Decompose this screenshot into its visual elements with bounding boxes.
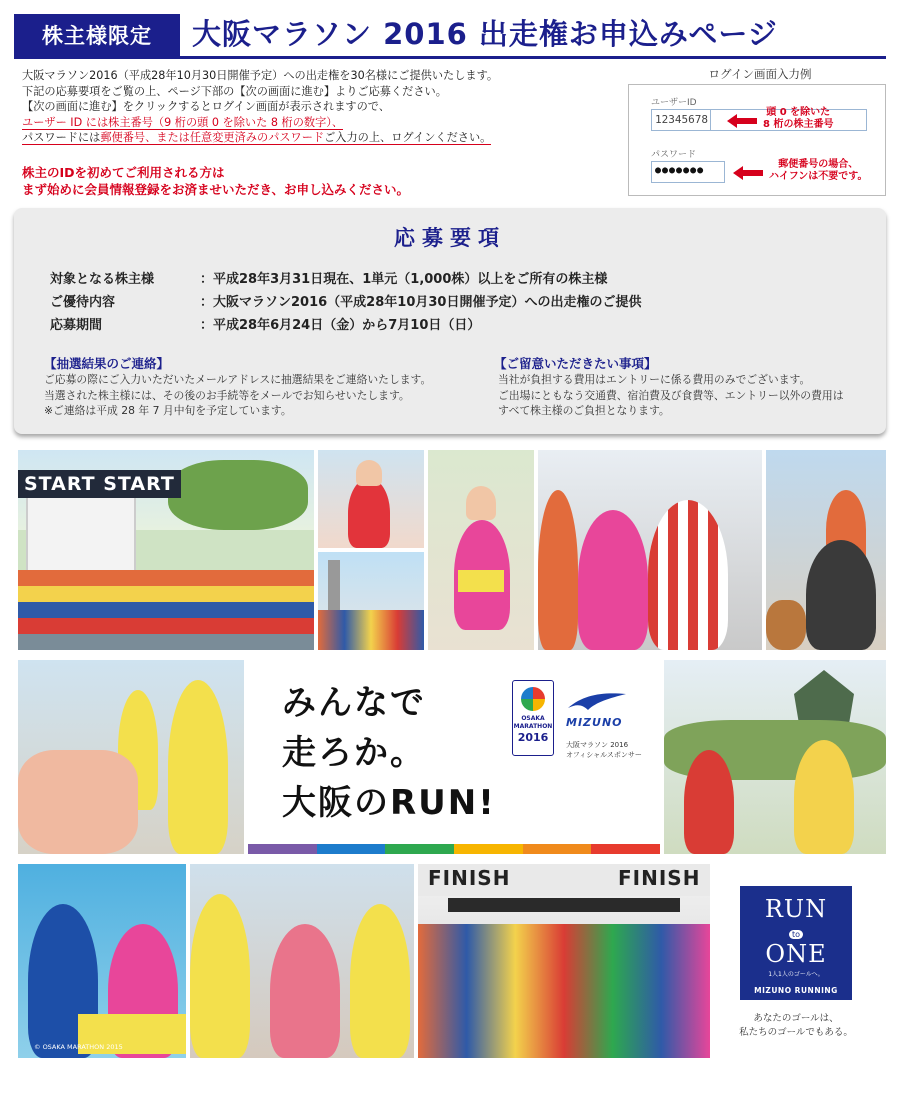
requirement-row <box>50 268 607 287</box>
photo-runner-pink <box>428 450 534 650</box>
requirement-value: ：大阪マラソン2016（平成28年10月30日開催予定）への出走権のご提供 <box>200 295 642 310</box>
login-example-caption: ログイン画面入力例 <box>708 67 812 81</box>
requirement-label: ご優待内容 <box>50 295 116 310</box>
arrow-left-icon <box>733 166 763 180</box>
notice-heading: 【ご留意いただきたい事項】 <box>494 356 657 371</box>
userid-hint: 頭 0 を除いた 8 桁の株主番号 <box>763 107 834 130</box>
requirement-label: 対象となる株主様 <box>50 272 155 287</box>
title-divider <box>14 56 886 59</box>
notice-text: 当社が負担する費用はエントリーに係る費用のみでございます。 ご出場にともなう交通費、宿泊費及び食費等、エントリー以外の費用は すべて株主様のご負担となります。 <box>498 373 844 417</box>
members-only-badge: 株主様限定 <box>14 14 180 56</box>
finish-sign-right: FINISH <box>618 866 701 890</box>
photo-tower-crowd <box>318 552 424 650</box>
photo-runner-waving <box>318 450 424 548</box>
mizuno-runbird-icon <box>566 690 628 712</box>
requirement-label: 応募期間 <box>50 318 103 333</box>
run-to-one-caption: あなたのゴールは、 私たちのゴールでもある。 <box>739 1013 853 1038</box>
copyright-text: © OSAKA MARATHON 2015 <box>34 1043 123 1051</box>
password-example-field: ●●●●●●● <box>651 161 725 183</box>
note-line: 株主のIDを初めてご利用される方は <box>22 165 225 180</box>
finish-sign-left: FINISH <box>428 866 511 890</box>
password-hint: 郵便番号の場合、 ハイフンは不要です。 <box>769 159 868 182</box>
requirement-value: ：平成28年3月31日現在、1単元（1,000株）以上をご所有の株主様 <box>200 272 608 287</box>
intro-line: 大阪マラソン2016（平成28年10月30日開催予定）への出走権を30名様にご提供いたします。 <box>22 69 499 82</box>
requirements-title: 応募要項 <box>394 226 506 250</box>
lottery-text: ご応募の際にご入力いただいたメールアドレスに抽選結果をご連絡いたします。 当選された株主様には、その後のお手続等をメールでお知らせいたします。 ※ご連絡は平成 28 年 7 月中旬を予定しています。 <box>44 373 432 417</box>
userid-example-field: 12345678 <box>651 109 711 131</box>
photo-runners-costume <box>538 450 762 650</box>
password-suffix: ご入力の上、ログインください。 <box>324 131 492 144</box>
slogan-line: 走ろか。 <box>282 733 426 773</box>
password-instruction: 郵便番号、または任意変更済みのパスワード <box>100 131 325 144</box>
userid-prefix: ユーザー ID には <box>22 115 109 129</box>
slogan-text <box>282 678 496 828</box>
intro-line: 【次の画面に進む】をクリックするとログイン画面が表示されますので、 <box>22 100 390 113</box>
run-to-one-logo: RUN to ONE 1人1人のゴールへ。 MIZUNO RUNNING <box>740 886 852 1000</box>
slogan-line: 大阪のRUN! <box>282 783 496 823</box>
password-prefix: パスワードには <box>22 131 101 144</box>
requirements-panel <box>14 208 886 434</box>
rainbow-stripe <box>248 844 660 854</box>
lottery-heading: 【抽選結果のご連絡】 <box>44 356 170 371</box>
requirement-value: ：平成28年6月24日（金）から7月10日（日） <box>200 318 481 333</box>
slogan-panel <box>248 660 660 854</box>
first-time-note <box>22 164 582 198</box>
slogan-line: みんなで <box>282 683 426 723</box>
mizuno-logo: MIZUNO <box>566 690 632 729</box>
userid-instruction: 株主番号（9 桁の頭 0 を除いた 8 桁の数字）、 <box>108 115 344 129</box>
intro-line-userid <box>22 115 582 131</box>
userid-label: ユーザーID <box>651 98 697 108</box>
photo-volunteers <box>766 450 886 650</box>
page-title: 大阪マラソン 2016 出走権お申込みページ <box>192 17 778 51</box>
osaka-marathon-mark-icon <box>521 687 545 711</box>
photo-finishers-couple <box>18 864 186 1058</box>
intro-line: 下記の応募要項をご覧の上、ページ下部の【次の画面に進む】よりご応募ください。 <box>22 84 447 98</box>
password-label: パスワード <box>651 150 697 160</box>
note-line: まず始めに会員情報登録をお済ませいただき、お申し込みください。 <box>22 182 410 197</box>
photo-runner-cheering <box>190 864 414 1058</box>
official-sponsor-text: 大阪マラソン 2016 オフィシャルスポンサー <box>566 741 642 759</box>
intro-text <box>22 68 582 146</box>
intro-line-password <box>22 130 582 146</box>
photo-high-fives <box>18 660 244 854</box>
login-example-box <box>628 84 886 196</box>
osaka-marathon-logo: OSAKA MARATHON 2016 <box>512 680 554 756</box>
requirement-row <box>50 314 480 333</box>
arrow-left-icon <box>727 114 757 128</box>
start-sign: START START <box>18 470 181 498</box>
photo-finish-line <box>418 864 710 1058</box>
photo-osaka-castle <box>664 660 886 854</box>
requirement-row <box>50 291 641 310</box>
